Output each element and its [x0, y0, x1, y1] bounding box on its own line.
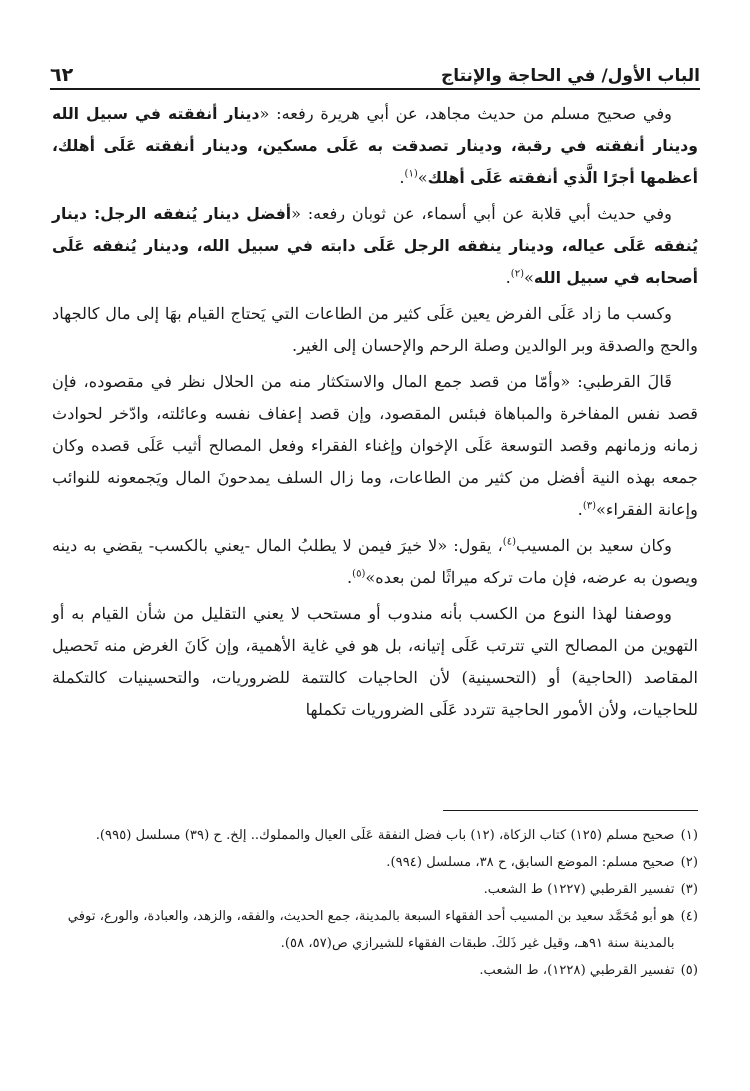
paragraph: [52, 530, 698, 594]
paragraph-text: وفي حديث أبي قلابة عن أبي أسماء، عن ثوبان رفعه: «: [291, 204, 672, 223]
footnote-ref[interactable]: (١): [404, 168, 418, 180]
footnote-item: [52, 822, 698, 849]
footnote-text: تفسير القرطبي (١٢٢٨)، ط الشعب.: [479, 963, 675, 978]
footnote-text: صحيح مسلم (١٢٥) كتاب الزكاة، (١٢) باب فضل النفقة عَلَى العيال والمملوك.. إلخ. ح (٣٩) مسلسل (٩٩٥).: [95, 828, 675, 843]
quote-close: »: [417, 168, 428, 187]
paragraph-text: وكان سعيد بن المسيب: [515, 536, 672, 555]
footnote-item: [52, 903, 698, 957]
footnote-number: (٣): [680, 882, 698, 897]
footnote-ref[interactable]: (٣): [582, 500, 596, 512]
paragraph: [52, 98, 698, 194]
paragraph: [52, 366, 698, 526]
footnote-divider: [443, 810, 698, 811]
hadith-quote: دينار أنفقته في سبيل الله ودينار أنفقته في رقبة، ودينار تصدقت به عَلَى مسكين، ودينار أنفقته عَلَى أهلك، أعظمها أجرًا الَّذي أنفقته عَلَى أهلك: [52, 105, 698, 187]
paragraph-end: .: [505, 268, 511, 287]
paragraph-end: .: [399, 168, 405, 187]
paragraph-text: وكسب ما زاد عَلَى الفرض يعين عَلَى كثير من الطاعات التي يَحتاج القيام بهَا إلى مال كالجهاد والحج والصدقة وبر الوالدين وصلة الرحم والإحسان إلى الغير.: [52, 304, 698, 355]
footnote-number: (٤): [680, 909, 698, 924]
running-title: الباب الأول/ في الحاجة والإنتاج: [440, 66, 700, 86]
paragraph-text: ووصفنا لهذا النوع من الكسب بأنه مندوب أو مستحب لا يعني التقليل من شأن القيام به أو التهوين من المصالح التي تترتب عَلَى إتيانه، بل هو في غاية الأهمية، وإن كَانَ الغرض منه تَحصيل المقاصد (الحاجية) أو (التحسينية) لأن الحاجيات كالتتمة للضروريات، والتحسينيات كالتكملة للحاجيات، ولأن الأمور الحاجية تتردد عَلَى الضروريات تكملها: [52, 604, 698, 719]
main-text: [52, 98, 698, 726]
footnote-ref[interactable]: (٥): [352, 568, 366, 580]
footnote-text: صحيح مسلم: الموضع السابق، ح ٣٨، مسلسل (٩٩٤).: [386, 855, 675, 870]
paragraph: [52, 198, 698, 294]
header-divider: [50, 88, 700, 90]
footnote-text: تفسير القرطبي (١٢٢٧) ط الشعب.: [483, 882, 675, 897]
footnote-text: هو أبو مُحَمَّد سعيد بن المسيب أحد الفقهاء السبعة بالمدينة، جمع الحديث، والفقه، والزهد، والعبادة، والورع، توفي بالمدينة سنة ٩١هـ، وقيل غير ذَلكَ. طبقات الفقهاء للشيرازي ص(٥٧، ٥٨).: [67, 909, 675, 951]
page-number: ٦٢: [50, 64, 74, 86]
paragraph-end: .: [577, 500, 583, 519]
paragraph-text: وفي صحيح مسلم من حديث مجاهد، عن أبي هريرة رفعه: «: [259, 104, 673, 123]
paragraph-text: ، يقول: «لا خيرَ فيمن لا يطلبُ المال -يعني بالكسب- يقضي به دينه ويصون به عرضه، فإن مات تركه ميراثًا لمن بعده»: [52, 536, 698, 587]
page-header: [50, 56, 700, 86]
paragraph-end: .: [347, 568, 353, 587]
footnotes: [52, 822, 698, 984]
footnote-ref[interactable]: (٤): [502, 536, 516, 548]
footnote-item: [52, 849, 698, 876]
footnote-number: (٢): [680, 855, 698, 870]
paragraph: [52, 598, 698, 726]
footnote-item: [52, 876, 698, 903]
footnote-ref[interactable]: (٢): [510, 268, 524, 280]
quote-close: »: [523, 268, 534, 287]
paragraph: [52, 298, 698, 362]
footnote-number: (٥): [680, 963, 698, 978]
hadith-quote: أفضل دينار يُنفقه الرجل: دينار يُنفقه عَلَى عياله، ودينار ينفقه الرجل عَلَى دابته في سبيل الله، ودينار يُنفقه عَلَى أصحابه في سبيل الله: [52, 205, 698, 287]
paragraph-text: قَالَ القرطبي: «وأمّا من قصد جمع المال والاستكثار منه من الحلال نظر في مقصوده، فإن قصد نفس المفاخرة والمباهاة فبئس المقصود، وإن قصد إعفاف نفسه وعائلته، وادّخر لحوادث زمانه وزمانهم وقصد التوسعة عَلَى الإخوان وإغناء الفقراء وفعل المصالح أثيب عَلَى قصده وكان جمعه بهذه النية أفضل من كثير من الطاعات، وما زال السلف يمدحونَ المال ويَجمعونه للنوائب وإعانة الفقراء»: [52, 372, 698, 519]
footnote-number: (١): [680, 828, 698, 843]
footnote-item: [52, 957, 698, 984]
